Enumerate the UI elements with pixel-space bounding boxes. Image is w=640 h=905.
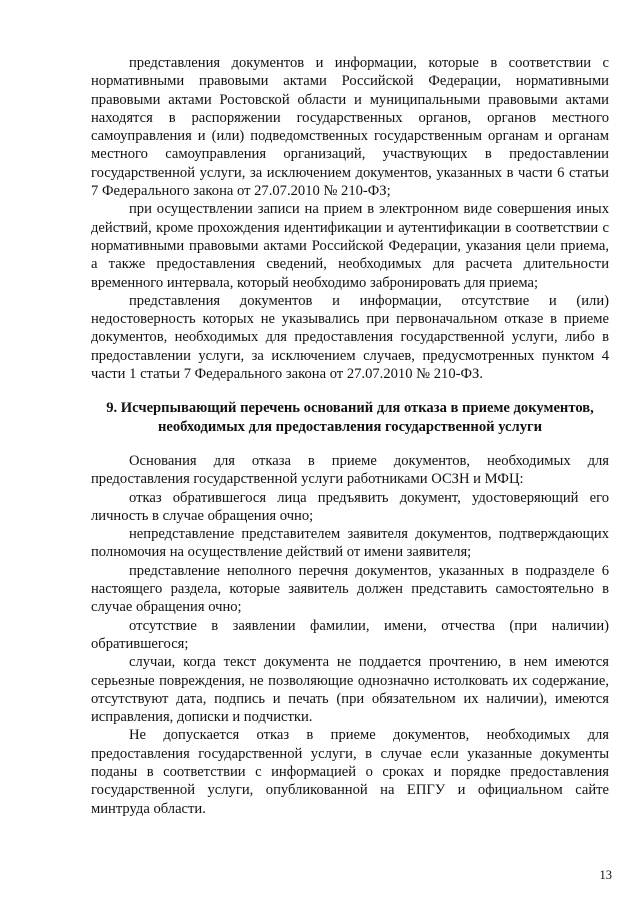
paragraph-documents-held-by-agencies: представления документов и информации, которые в соответствии с нормативными правовыми актами Российской Федерации, нормативными правовыми актами Ростовской области и муниципальными правовыми актами находятся в распоряжении государственных органов, органов местного самоуправления и (или) подведомственных государственным органам и органам местного самоуправления организаций, участвующих в предоставлении государственной услуги, за исключением документов, указанных в части 6 статьи 7 Федерального закона от 27.07.2010 № 210-ФЗ; (91, 55, 609, 200)
paragraph-refusal-incomplete-documents: представление неполного перечня документов, указанных в подразделе 6 настоящего раздела, которые заявитель должен представить самостоятельно в случае обращения очно; (91, 562, 609, 616)
document-body (91, 54, 609, 818)
paragraph-refusal-not-allowed: Не допускается отказ в приеме документов, необходимых для предоставления государственной услуги, в случае если указанные документы поданы в соответствии с информацией о сроках и порядке предоставления государственной услуги, опубликованной на ЕПГУ и официальном сайте минтруда области. (91, 727, 609, 817)
paragraph-refusal-grounds-intro: Основания для отказа в приеме документов, необходимых для предоставления государственной услуги работниками ОСЗН и МФЦ: (91, 452, 609, 488)
paragraph-refusal-unreadable-document: случаи, когда текст документа не поддается прочтению, в нем имеются серьезные повреждения, не позволяющие однозначно истолковать их содержание, отсутствуют дата, подпись и печать (при обязательном их наличии), имеются исправления, дописки и подчистки. (91, 654, 609, 726)
paragraph-electronic-appointment: при осуществлении записи на прием в электронном виде совершения иных действий, кроме прохождения идентификации и аутентификации в соответствии с нормативными правовыми актами Российской Федерации, указания цели приема, а также предоставления сведений, необходимых для расчета длительности временного интервала, который необходимо забронировать для приема; (91, 201, 609, 291)
paragraph-unreported-documents: представления документов и информации, отсутствие и (или) недостоверность которых не указывались при первоначальном отказе в приеме документов, необходимых для предоставления государственной услуги, либо в предоставлении услуги, за исключением случаев, предусмотренных пунктом 4 части 1 статьи 7 Федерального закона от 27.07.2010 № 210-ФЗ. (91, 292, 609, 383)
paragraph-refusal-representative-authority: непредставление представителем заявителя документов, подтверждающих полномочия на осуществление действий от имени заявителя; (91, 526, 609, 561)
paragraph-refusal-missing-name: отсутствие в заявлении фамилии, имени, отчества (при наличии) обратившегося; (91, 617, 609, 652)
section-heading: 9. Исчерпывающий перечень оснований для отказа в приеме документов, необходимых для предоставления государственной услуги (106, 400, 594, 435)
page-number: 13 (599, 868, 612, 882)
paragraph-refusal-identity-document: отказ обратившегося лица предъявить документ, удостоверяющий его личность в случае обращения очно; (91, 489, 609, 524)
